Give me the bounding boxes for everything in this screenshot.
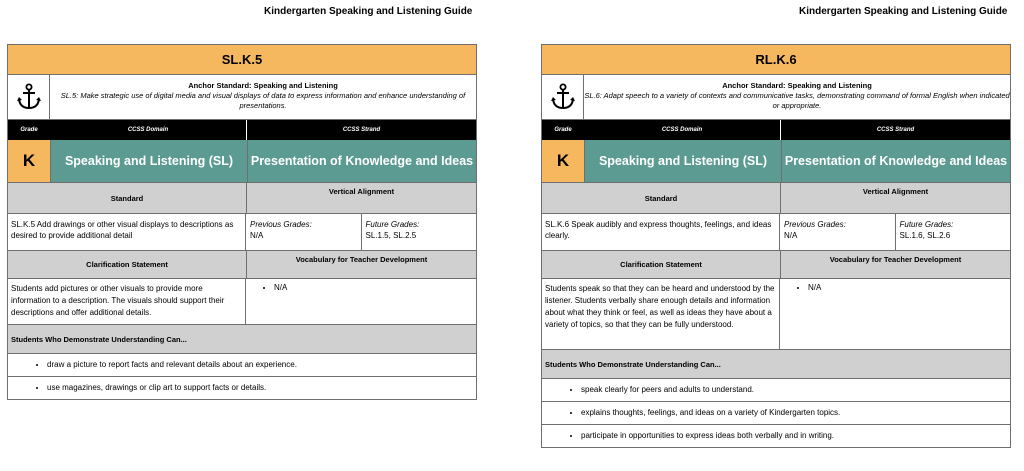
domain-label: CCSS Domain xyxy=(50,120,247,140)
list-item: • explains thoughts, feelings, and ideas on a variety of Kindergarten topics. xyxy=(542,402,1010,425)
domain-label: CCSS Domain xyxy=(584,120,781,140)
grade-value: K xyxy=(542,140,585,182)
future-grades-label: Future Grades: xyxy=(899,220,954,229)
previous-grades xyxy=(246,214,361,250)
list-item: • draw a picture to report facts and relevant details about an experience. xyxy=(8,354,476,377)
students-list xyxy=(542,379,1010,447)
vocabulary-list xyxy=(780,279,1010,349)
strand-label: CCSS Strand xyxy=(342,127,381,133)
anchor-standard-row xyxy=(8,75,476,120)
grade-label: Grade xyxy=(554,127,572,133)
previous-grades-value: N/A xyxy=(784,231,798,240)
strand-label: CCSS Strand xyxy=(876,127,915,133)
anchor-title: Anchor Standard: Speaking and Listening xyxy=(188,81,338,90)
clarification-header-row xyxy=(8,251,476,279)
grade-value: K xyxy=(8,140,51,182)
labels-row xyxy=(8,120,476,140)
anchor-standard-row xyxy=(542,75,1010,120)
standard-card-sl-k-5 xyxy=(7,44,477,400)
future-grades xyxy=(361,214,477,250)
vertical-alignment-heading: Vertical Alignment xyxy=(328,187,395,196)
previous-grades-label: Previous Grades: xyxy=(250,220,312,229)
page-title-right: Kindergarten Speaking and Listening Guide xyxy=(799,6,1008,17)
strand-value: Presentation of Knowledge and Ideas xyxy=(782,140,1010,182)
future-grades xyxy=(895,214,1011,250)
students-list xyxy=(8,354,476,399)
grade-domain-row xyxy=(8,140,476,183)
vocabulary-item: • N/A xyxy=(274,283,476,292)
vocabulary-heading: Vocabulary for Teacher Development xyxy=(295,255,428,264)
standard-heading: Standard xyxy=(542,183,781,213)
clarification-row xyxy=(542,279,1010,350)
anchor-title: Anchor Standard: Speaking and Listening xyxy=(722,81,872,90)
standard-row xyxy=(8,214,476,251)
standard-text: SL.K.5 Add drawings or other visual displays to descriptions as desired to provide additional detail xyxy=(8,214,246,250)
list-item: • speak clearly for peers and adults to understand. xyxy=(542,379,1010,402)
page-title-left: Kindergarten Speaking and Listening Guide xyxy=(264,6,473,17)
standard-text: SL.K.6 Speak audibly and express thoughts, feelings, and ideas clearly. xyxy=(542,214,780,250)
strand-value: Presentation of Knowledge and Ideas xyxy=(248,140,476,182)
domain-value: Speaking and Listening (SL) xyxy=(51,140,248,182)
standard-card-rl-k-6 xyxy=(541,44,1011,448)
clarification-row xyxy=(8,279,476,325)
previous-grades-label: Previous Grades: xyxy=(784,220,846,229)
list-item: • participate in opportunities to express ideas both verbally and in writing. xyxy=(542,425,1010,447)
clarification-heading: Clarification Statement xyxy=(542,251,781,278)
card-code: RL.K.6 xyxy=(542,45,1010,75)
anchor-icon xyxy=(542,75,584,119)
card-code: SL.K.5 xyxy=(8,45,476,75)
students-heading: Students Who Demonstrate Understanding Can... xyxy=(8,325,476,354)
domain-value: Speaking and Listening (SL) xyxy=(585,140,782,182)
clarification-text: Students add pictures or other visuals to provide more information to a description. The visuals should support their descriptions and offer additional details. xyxy=(8,279,246,324)
future-grades-label: Future Grades: xyxy=(365,220,420,229)
standard-row xyxy=(542,214,1010,251)
future-grades-value: SL.1.5, SL.2.5 xyxy=(365,231,417,240)
anchor-description: SL.5: Make strategic use of digital media and visual displays of data to express information and enhance understanding of presentations. xyxy=(60,91,466,110)
standard-header-row xyxy=(542,183,1010,214)
clarification-text: Students speak so that they can be heard and understood by the listener. Students verbally share enough details and information about what they think or feel, as well as ideas they have about a variety of topics, so that they can be fully understood. xyxy=(542,279,780,349)
list-item: • use magazines, drawings or clip art to support facts or details. xyxy=(8,377,476,399)
labels-row xyxy=(542,120,1010,140)
previous-grades xyxy=(780,214,895,250)
grade-domain-row xyxy=(542,140,1010,183)
standard-header-row xyxy=(8,183,476,214)
future-grades-value: SL.1.6, SL.2.6 xyxy=(899,231,951,240)
vocabulary-item: • N/A xyxy=(808,283,1010,292)
anchor-icon xyxy=(8,75,50,119)
vertical-alignment-heading: Vertical Alignment xyxy=(862,187,929,196)
previous-grades-value: N/A xyxy=(250,231,264,240)
standard-heading: Standard xyxy=(8,183,247,213)
grade-label: Grade xyxy=(20,127,38,133)
vocabulary-heading: Vocabulary for Teacher Development xyxy=(829,255,962,264)
anchor-description: SL.6: Adapt speech to a variety of contexts and communicative tasks, demonstrating command of formal English when indicated or appropriate. xyxy=(584,91,1010,110)
vocabulary-list xyxy=(246,279,476,324)
clarification-header-row xyxy=(542,251,1010,279)
students-heading: Students Who Demonstrate Understanding Can... xyxy=(542,350,1010,379)
clarification-heading: Clarification Statement xyxy=(8,251,247,278)
